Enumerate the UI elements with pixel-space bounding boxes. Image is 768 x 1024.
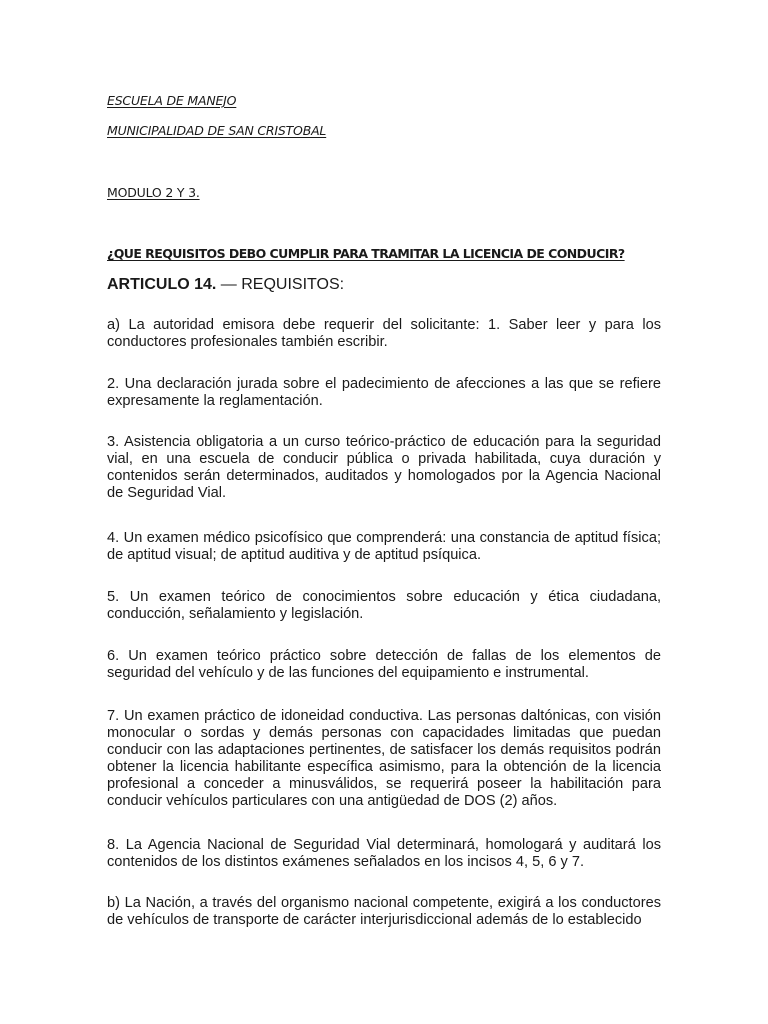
paragraph-6: 6. Un examen teórico práctico sobre detección de fallas de los elementos de seguridad del vehículo y de las funciones del equipamiento e instrumental. bbox=[107, 648, 661, 681]
article-number: ARTICULO 14. bbox=[107, 276, 217, 293]
module-heading: MODULO 2 Y 3. bbox=[107, 185, 200, 200]
paragraph-7: 7. Un examen práctico de idoneidad conductiva. Las personas daltónicas, con visión monocular o sordas y demás personas con capacidades limitadas que puedan conducir con las adaptaciones pertinentes, de satisfacer los demás requisitos podrán obtener la licencia habilitante específica asimismo, para la obtención de la licencia profesional a conceder a minusválidos, se requerirá poseer la habilitación para conducir vehículos particulares con una antigüedad de DOS (2) años. bbox=[107, 708, 661, 809]
question-heading: ¿QUE REQUISITOS DEBO CUMPLIR PARA TRAMITAR LA LICENCIA DE CONDUCIR? bbox=[107, 246, 625, 261]
article-heading bbox=[107, 276, 344, 294]
article-title: — REQUISITOS: bbox=[216, 276, 345, 293]
municipality-heading: MUNICIPALIDAD DE SAN CRISTOBAL bbox=[107, 123, 327, 138]
paragraph-b: b) La Nación, a través del organismo nacional competente, exigirá a los conductores de vehículos de transporte de carácter interjurisdiccional además de lo establecido bbox=[107, 895, 661, 928]
paragraph-5: 5. Un examen teórico de conocimientos sobre educación y ética ciudadana, conducción, señalamiento y legislación. bbox=[107, 589, 661, 622]
paragraph-2: 2. Una declaración jurada sobre el padecimiento de afecciones a las que se refiere expresamente la reglamentación. bbox=[107, 376, 661, 409]
paragraph-a: a) La autoridad emisora debe requerir del solicitante: 1. Saber leer y para los conductores profesionales también escribir. bbox=[107, 317, 661, 350]
paragraph-8: 8. La Agencia Nacional de Seguridad Vial determinará, homologará y auditará los contenidos de los distintos exámenes señalados en los incisos 4, 5, 6 y 7. bbox=[107, 837, 661, 870]
school-heading: ESCUELA DE MANEJO bbox=[107, 93, 237, 108]
paragraph-3: 3. Asistencia obligatoria a un curso teórico-práctico de educación para la seguridad vial, en una escuela de conducir pública o privada habilitada, cuya duración y contenidos serán determinados, auditados y homologados por la Agencia Nacional de Seguridad Vial. bbox=[107, 434, 661, 501]
paragraph-4: 4. Un examen médico psicofísico que comprenderá: una constancia de aptitud física; de aptitud visual; de aptitud auditiva y de aptitud psíquica. bbox=[107, 530, 661, 563]
document-page bbox=[107, 0, 661, 1024]
